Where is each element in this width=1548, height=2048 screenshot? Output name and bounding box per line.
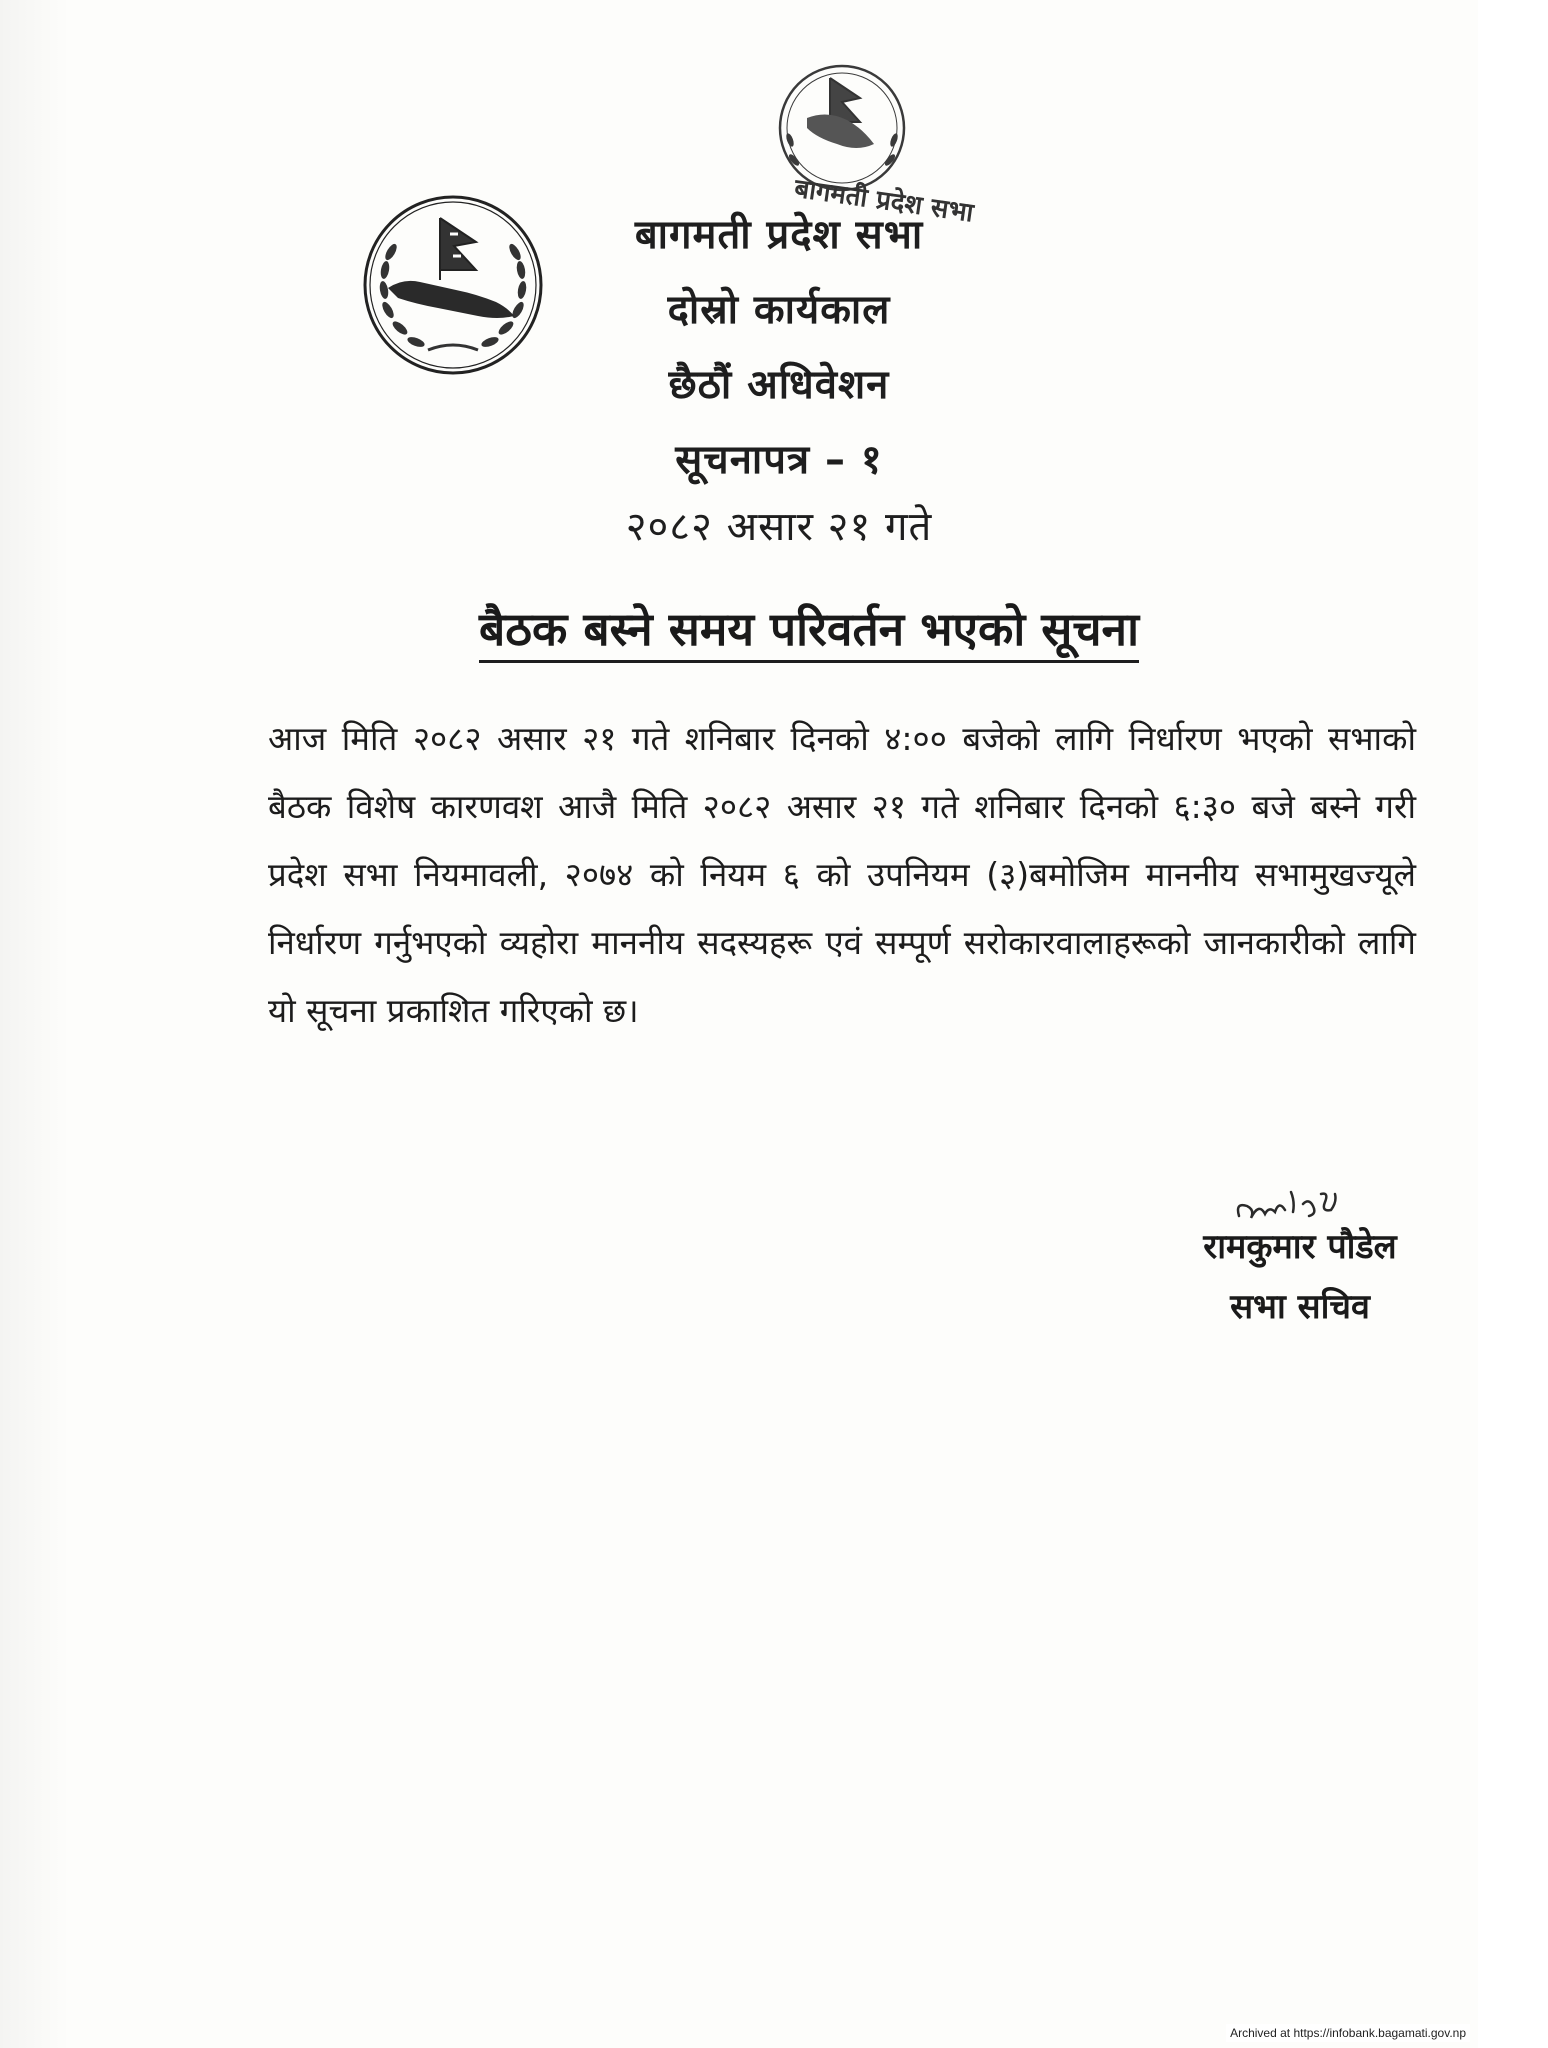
notice-number: सूचनापत्र – १ [675,437,883,483]
notice-date: २०८२ असार २१ गते [625,504,933,550]
notice-subject [70,597,1548,659]
notice-body: आज मिति २०८२ असार २१ गते शनिबार दिनको ४:०० बजेको लागि निर्धारण भएको सभाको बैठक विशेष कारणवश आजै मिति २०८२ असार २१ गते शनिबार दिनको ६:३० बजे बस्ने गरी प्रदेश सभा नियमावली, २०७४ को नियम ६ को उपनियम (३)बमोजिम माननीय सभामुखज्यूले निर्धारण गर्नुभएको व्यहोरा माननीय सदस्यहरू एवं सम्पूर्ण सरोकारवालाहरूको जानकारीको लागि यो सूचना प्रकाशित गरिएको छ। [268,719,1416,1030]
signatory-title: सभा सचिव [1230,1287,1370,1327]
session-label: छैठौं अधिवेशन [668,362,890,408]
assembly-name: बागमती प्रदेश सभा [634,212,924,258]
stamp-text: बागमती प्रदेश सभा [792,173,976,229]
notice-subject-text: बैठक बस्ने समय परिवर्तन भएको सूचना [479,602,1139,663]
signatory-name: रामकुमार पौडेल [1203,1227,1397,1267]
archive-footer: Archived at https://infobank.bagamati.gov.np [1226,2024,1470,2042]
term-label: दोस्रो कार्यकाल [667,287,891,333]
